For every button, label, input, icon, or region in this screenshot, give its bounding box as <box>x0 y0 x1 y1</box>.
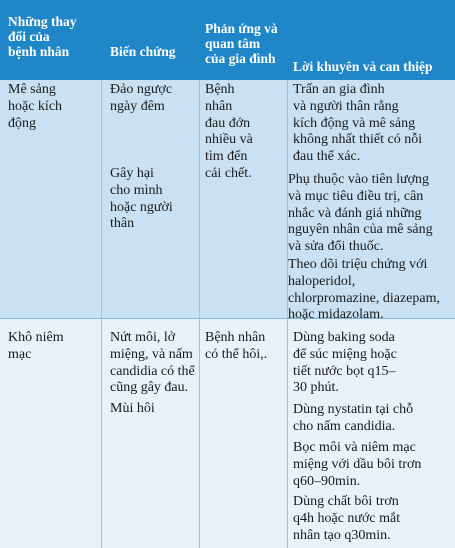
cell-family-response: Bệnh nhân có thể hôi,. <box>205 330 268 362</box>
cell-advice: Phụ thuộc vào tiên lượng và mục tiêu điều trị, cân nhắc và đánh giá những nguyên nhân của mê sảng và sửa đổi thuốc. <box>288 172 433 255</box>
cell-complication: Gây hại cho mình hoặc người thân <box>110 166 173 232</box>
cell-complication: Mùi hôi <box>110 401 155 416</box>
header-complications: Biến chứng <box>110 44 176 59</box>
column-divider <box>199 80 200 548</box>
cell-complication: Nứt môi, lở miệng, và nấm candidia có thể cũng gây đau. <box>110 330 195 396</box>
cell-patient-change: Khô niêm mạc <box>8 330 64 362</box>
cell-complication: Đảo ngược ngày đêm <box>110 82 173 114</box>
cell-advice: Theo dõi triệu chứng với haloperidol, chlorpromazine, diazepam, hoặc midazolam. <box>288 257 440 323</box>
cell-family-response: Bệnh nhân đau đớn nhiều và tìm đến cái chết. <box>205 82 253 181</box>
cell-advice: Bọc môi và niêm mạc miệng với dầu bôi trơn q60–90min. <box>293 440 422 489</box>
cell-advice: Dùng chất bôi trơn q4h hoặc nước mắt nhân tạo q30min. <box>293 494 401 543</box>
column-divider <box>101 80 102 548</box>
cell-advice: Trấn an gia đình và người thân rằng kích động và mê sảng không nhất thiết có nỗi đau thể xác. <box>293 82 423 165</box>
cell-advice: Dùng nystatin tại chỗ cho nấm candidia. <box>293 402 414 434</box>
cell-patient-change: Mê sảng hoặc kích động <box>8 82 63 131</box>
cell-advice: Dùng baking soda để súc miệng hoặc tiết nước bọt q15– 30 phút. <box>293 330 397 396</box>
header-patient-changes: Những thay đổi của bệnh nhân <box>8 14 77 59</box>
header-advice: Lời khuyên và can thiệp <box>293 59 433 74</box>
header-family-response: Phản ứng và quan tâm của gia đình <box>205 21 278 66</box>
table-header <box>0 0 455 80</box>
